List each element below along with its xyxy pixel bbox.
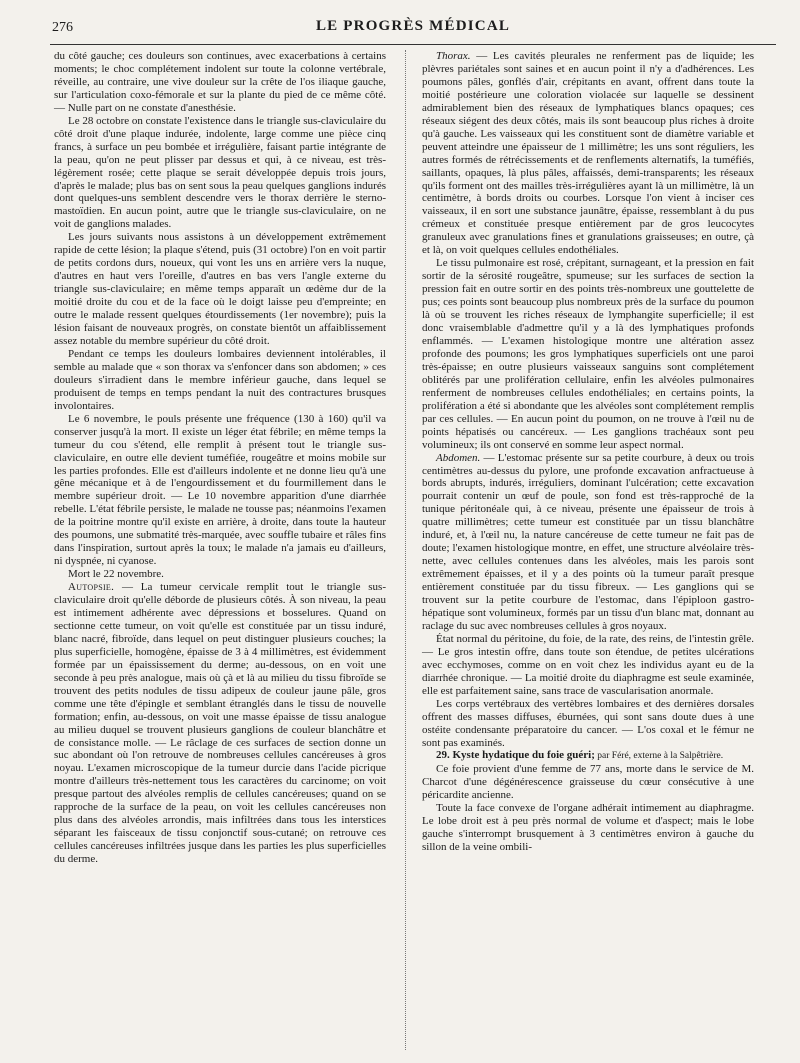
journal-title: LE PROGRÈS MÉDICAL bbox=[315, 18, 511, 34]
paragraph: Le 28 octobre on constate l'existence dans le triangle sus-claviculaire du côté droit d'une plaque indurée, indolente, large comme une pièce cinq francs, à surface un peu bombée et irrégulière, faisant partie intégrante de la peau, qu'on ne peut plisser par dessus et qui, à ce niveau, est très-légèrement rosée; cette plaque se serait développée depuis trois jours, d'après le malade; plus bas on sent sous la peau quelques ganglions indurés dont quelques-uns semblent descendre vers le thorax derrière le sterno-mastoïdien. En aucun point, autre que le triangle sus-claviculaire, on ne voit de ganglions malades. bbox=[54, 114, 386, 231]
paragraph: Toute la face convexe de l'organe adhérait intimement au diaphragme. Le lobe droit est à peu près normal de volume et d'aspect; mais le lobe gauche s'interrompt brusquement à 3 centimètres environ à gauche du sillon de la veine ombili- bbox=[422, 802, 754, 854]
article-heading bbox=[422, 749, 754, 763]
section-label: Thorax. bbox=[436, 50, 471, 62]
article-author: par Féré, externe à la Salpêtrière. bbox=[594, 751, 724, 762]
header-rule bbox=[50, 44, 776, 45]
paragraph: Les corps vertébraux des vertèbres lombaires et des dernières dorsales offrent des masses diffuses, éburnées, qui sont sans doute dues à une ostéite condensante préparatoire du cancer. — L'os coxal et le fémur ne sont pas examinés. bbox=[422, 697, 754, 749]
right-column bbox=[422, 50, 754, 854]
paragraph-abdomen bbox=[422, 452, 754, 633]
paragraph: Mort le 22 novembre. bbox=[68, 568, 164, 581]
article-number: 29. bbox=[436, 749, 450, 762]
column-separator bbox=[405, 50, 406, 1050]
section-label: Abdomen. bbox=[436, 451, 481, 464]
paragraph: du côté gauche; ces douleurs son continues, avec exacerbations à certains moments; le choc complétement indolent sur toute la colonne vertébrale, réveille, au contraire, une vive douleur sur la crête de l'os iliaque gauche, sur l'articulation coxo-fémorale et sur la plante du pied de ce même côté. — Nulle part on ne constate d'anesthésie. bbox=[54, 50, 386, 114]
left-column bbox=[54, 50, 386, 866]
paragraph: Pendant ce temps les douleurs lombaires deviennent intolérables, il semble au malade que « son thorax va s'enfoncer dans son abdomen; » ces douleurs s'irradient dans le membre inférieur gauche, dans lequel se produisent de temps en temps pendant la nuit des contractures brusques involontaires. bbox=[54, 347, 386, 412]
paragraph-autopsie bbox=[54, 581, 386, 866]
article-title: Kyste hydatique du foie guéri; bbox=[449, 749, 595, 762]
paragraph: Le 6 novembre, le pouls présente une fréquence (130 à 160) qu'il va conserver jusqu'à la mort. Il existe un léger état fébrile; en même temps la tumeur du cou s'étend, elle remplit à présent tout le triangle sus-claviculaire, en outre elle devient tuméfiée, rougeâtre et moins mobile sur les parties profondes. Elle est d'ailleurs indolente et ne donne lieu qu'à une gêne mécanique et à de l'engourdissement et du fourmillement dans le membre supérieur droit. — Le 10 novembre apparition d'une diarrhée rebelle. L'état fébrile persiste, le malade ne tousse pas; néanmoins l'examen de la poitrine montre qu'il existe en arrière, à droite, dans toute la hauteur des poumons, une submatité très-marquée, avec souffle tubaire et râles fins dans l'inspiration, surtout après la toux; le malade n'a jamais eu d'ailleurs, ni dyspnée, ni cyanose. bbox=[54, 412, 387, 568]
paragraph-text: — L'estomac présente sur sa petite courbure, à deux ou trois centimètres au-dessus du pylore, une profonde excavation anfractueuse à bords abrupts, indurés, irréguliers, dominant l'ulcération; cette excavation pourrait contenir un œuf de poule, son fond est très-rapproché de la tunique péritonéale qui, à ce niveau, présente une épaisseur de trois à quatre millimètres; cette tumeur est constituée par un tissu blanchâtre induré, et, à l'œil nu, la nature cancéreuse de cette tumeur ne fait pas de doute; l'examen histologique montre, en effet, une structure alvéolaire très-nette, avec cellules contenues dans les alvéoles, mais les parois sont extrêmement épaisses, et il y a des points où la tumeur paraît presque entièrement constituée par du tissu fibreux. — Les ganglions qui se trouvent sur la petite courbure de l'estomac, dans l'épiploon gastro-hépatique sont volumineux, formés par un tissu d'un blanc mat, donnant au raclage du suc avec nombreuses cellules à gros noyaux. bbox=[422, 451, 754, 632]
page-header bbox=[52, 18, 774, 42]
paragraph-text: — Les cavités pleurales ne renferment pas de liquide; les plèvres pariétales sont saines et en aucun point il n'y a d'adhérences. Les poumons pâles, gonflés d'air, crépitants en avant, offrent dans toute la moitié postérieure une coloration violacée sur laquelle se dessinent admirablement bien des réseaux de lymphatiques blancs opaques; ces réseaux siégent des deux côtés, mais ils sont beaucoup plus riches à droite qu'à gauche. Les vaisseaux qui les constituent sont de diamètre variable et peuvent atteindre une épaisseur de 1 millimètre; les uns sont réguliers, les autres formés de rétrécissements et de renflements alternatifs, la tuméfiés, saillants, opaques, là plus pâles, affaissés, demi-transparents; les réseaux qu'ils forment ont des mailles très-irrégulières ayant là un millimètre, là un centimètre, à bords droits ou courbes. Lorsque l'on vient à inciser ces vaisseaux, il en sort une substance jaunâtre, épaisse, ressemblant à du pus crémeux et constituée presque entièrement par de gros leucocytes granuleux avec granulations fines et granulations graisseuses; en outre, çà et là, on voit quelques cellules endothéliales. bbox=[422, 50, 754, 257]
paragraph: Les jours suivants nous assistons à un développement extrêmement rapide de cette lésion; la plaque s'étend, puis (31 octobre) l'on en voit partir de petits cordons durs, noueux, qui vont les uns en arrière vers la nuque, d'autres en haut vers l'oreille, d'autres en bas vers l'angle externe du triangle sus-claviculaire; en même temps apparaît un œdème dur de la moitié droite du cou et de la face où le doigt laisse peu d'empreinte; en outre le malade ressent quelques étourdissements (1er novembre); puis la lésion faisant de nouveaux progrès, on constate bientôt un affaiblissement assez notable du membre supérieur du côté droit. bbox=[54, 231, 386, 347]
paragraph-text: — La tumeur cervicale remplit tout le triangle sus-claviculaire droit qu'elle déborde de plusieurs côtés. À son niveau, la peau est intimement adhérente avec dépressions et bosselures. Quand on sectionne cette tumeur, on voit qu'elle est constituée par un tissu induré, blanc nacré, fibroïde, dans lequel on peut distinguer plusieurs couches; la plus superficielle, homogène, épaisse de 3 à 4 millimètres, est évidemment formée par un épaississement du derme; au-dessous, on en voit une seconde à peu près analogue, mais où çà et là au milieu du tissu fibroïde se trouvent des petits nodules de tissu adipeux de couleur jaune pâle, gros comme une tête d'épingle et semblant étranglés dans le tissu de nouvelle formation; enfin, au-dessous, on voit une masse épaisse de tissu analogue au milieu duquel se trouvent plusieurs ganglions de couleur blanchâtre et de consistance molle. — Le râclage de ces surfaces de section donne un suc abondant où l'on retrouve de nombreuses cellules cancéreuses à gros noyau. L'examen microscopique de la tumeur durcie dans l'acide picrique montre d'ailleurs très-nettement tous les caractères du carcinome; on voit presque partout des alvéoles remplis de cellules cancéreuses; quand on se rapproche de la surface de la peau, on voit les cellules cancéreuses non plus dans des alvéoles arrondis, mais infiltrées dans tous les interstices séparant les faisceaux de tissu conjonctif sous-cutané; on retrouve ces cellules cancéreuses infiltrées jusque dans les parties les plus superficielles du derme. bbox=[54, 581, 386, 866]
section-label: Autopsie. bbox=[68, 581, 115, 594]
page-number: 276 bbox=[52, 20, 73, 35]
paragraph: Le tissu pulmonaire est rosé, crépitant, surnageant, et la pression en fait sortir de la sérosité rougeâtre, spumeuse; sur les surfaces de section la pression fait en outre sortir en des points très-nombreux une gouttelette de pus; ces points sont beaucoup plus nombreux près de la surface du poumon là où se trouvent les riches réseaux de lymphangite superficielle; il est donc vraisemblable d'admettre qu'il y a là des lymphatiques profonds enflammés. — L'examen histologique montre une altération assez profonde des poumons; les gros lymphatiques superficiels ont une paroi très-épaisse; en outre plusieurs vaisseaux sanguins sont complétement oblitérés par une prolifération cellulaire, enfin les alvéoles pulmonaires renferment de nombreuses cellules endothéliales; en certains points, la prolifération a été si abondante que les alvéoles sont complétement remplis par ces cellules. — En aucun point du poumon, on ne trouve à l'œil nu de points hépatisés ou cancéreux. — Les ganglions trachéaux sont peu volumineux; ils ont conservé en somme leur aspect normal. bbox=[422, 257, 754, 451]
paragraph: Ce foie provient d'une femme de 77 ans, morte dans le service de M. Charcot d'une dégénérescence graisseuse du cœur consécutive à une péricardite ancienne. bbox=[422, 763, 754, 802]
paragraph-thorax bbox=[422, 50, 754, 257]
paragraph: État normal du péritoine, du foie, de la rate, des reins, de l'intestin grêle. — Le gros intestin offre, dans toute son étendue, de petites ulcérations avec ecchymoses, comme on en voit chez les individus ayant eu de la diarrhée chronique. — La moitié droite du diaphragme est seule examinée, elle est parfaitement saine, sans trace de vascularisation anormale. bbox=[422, 632, 754, 697]
